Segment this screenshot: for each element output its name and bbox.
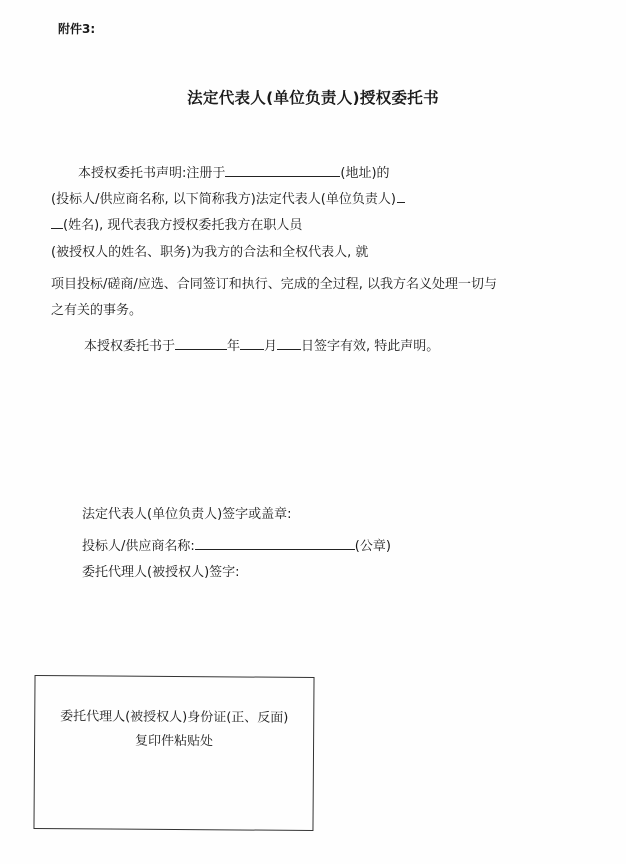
year-label: 年 bbox=[227, 339, 241, 354]
declaration-line-3 bbox=[51, 216, 302, 234]
id-copy-paste-box bbox=[33, 675, 314, 831]
document-title: 法定代表人(单位负责人)授权委托书 bbox=[187, 89, 439, 107]
year-blank[interactable] bbox=[175, 337, 227, 350]
declaration-line-1-suffix: (地址)的 bbox=[340, 166, 390, 181]
bidder-name-blank[interactable] bbox=[195, 537, 355, 550]
month-blank[interactable] bbox=[240, 337, 264, 350]
declaration-line-1 bbox=[78, 164, 390, 182]
address-blank[interactable] bbox=[225, 164, 340, 177]
declaration-line-4: (被授权人的姓名、职务)为我方的合法和全权代表人, 就 bbox=[51, 245, 369, 260]
bidder-name-line bbox=[82, 537, 391, 555]
declaration-line-6: 之有关的事务。 bbox=[51, 303, 143, 318]
agent-signature-label: 委托代理人(被授权人)签字: bbox=[82, 565, 240, 580]
declaration-line-5: 项目投标/磋商/应选、合同签订和执行、完成的全过程, 以我方名义处理一切与 bbox=[51, 277, 498, 292]
bidder-name-label: 投标人/供应商名称: bbox=[82, 539, 195, 554]
day-blank[interactable] bbox=[277, 337, 301, 350]
validity-line bbox=[84, 337, 439, 355]
declaration-line-2-text: (投标人/供应商名称, 以下简称我方)法定代表人(单位负责人) bbox=[51, 192, 396, 207]
bidder-seal-label: (公章) bbox=[354, 539, 391, 554]
attachment-label: 附件3: bbox=[58, 22, 96, 36]
declaration-line-3-text: (姓名), 现代表我方授权委托我方在职人员 bbox=[63, 218, 303, 233]
month-label: 月 bbox=[264, 339, 278, 354]
legal-rep-signature-label: 法定代表人(单位负责人)签字或盖章: bbox=[82, 507, 292, 522]
declaration-line-1-prefix: 本授权委托书声明:注册于 bbox=[78, 166, 226, 181]
legal-rep-name-blank-start[interactable] bbox=[397, 190, 405, 203]
validity-suffix: 日签字有效, 特此声明。 bbox=[301, 339, 440, 354]
id-box-line-2: 复印件粘贴处 bbox=[135, 733, 214, 750]
validity-prefix: 本授权委托书于 bbox=[84, 339, 176, 354]
id-box-line-1: 委托代理人(被授权人)身份证(正、反面) bbox=[60, 709, 289, 726]
legal-rep-name-blank[interactable] bbox=[51, 216, 63, 229]
declaration-line-2 bbox=[51, 190, 405, 208]
